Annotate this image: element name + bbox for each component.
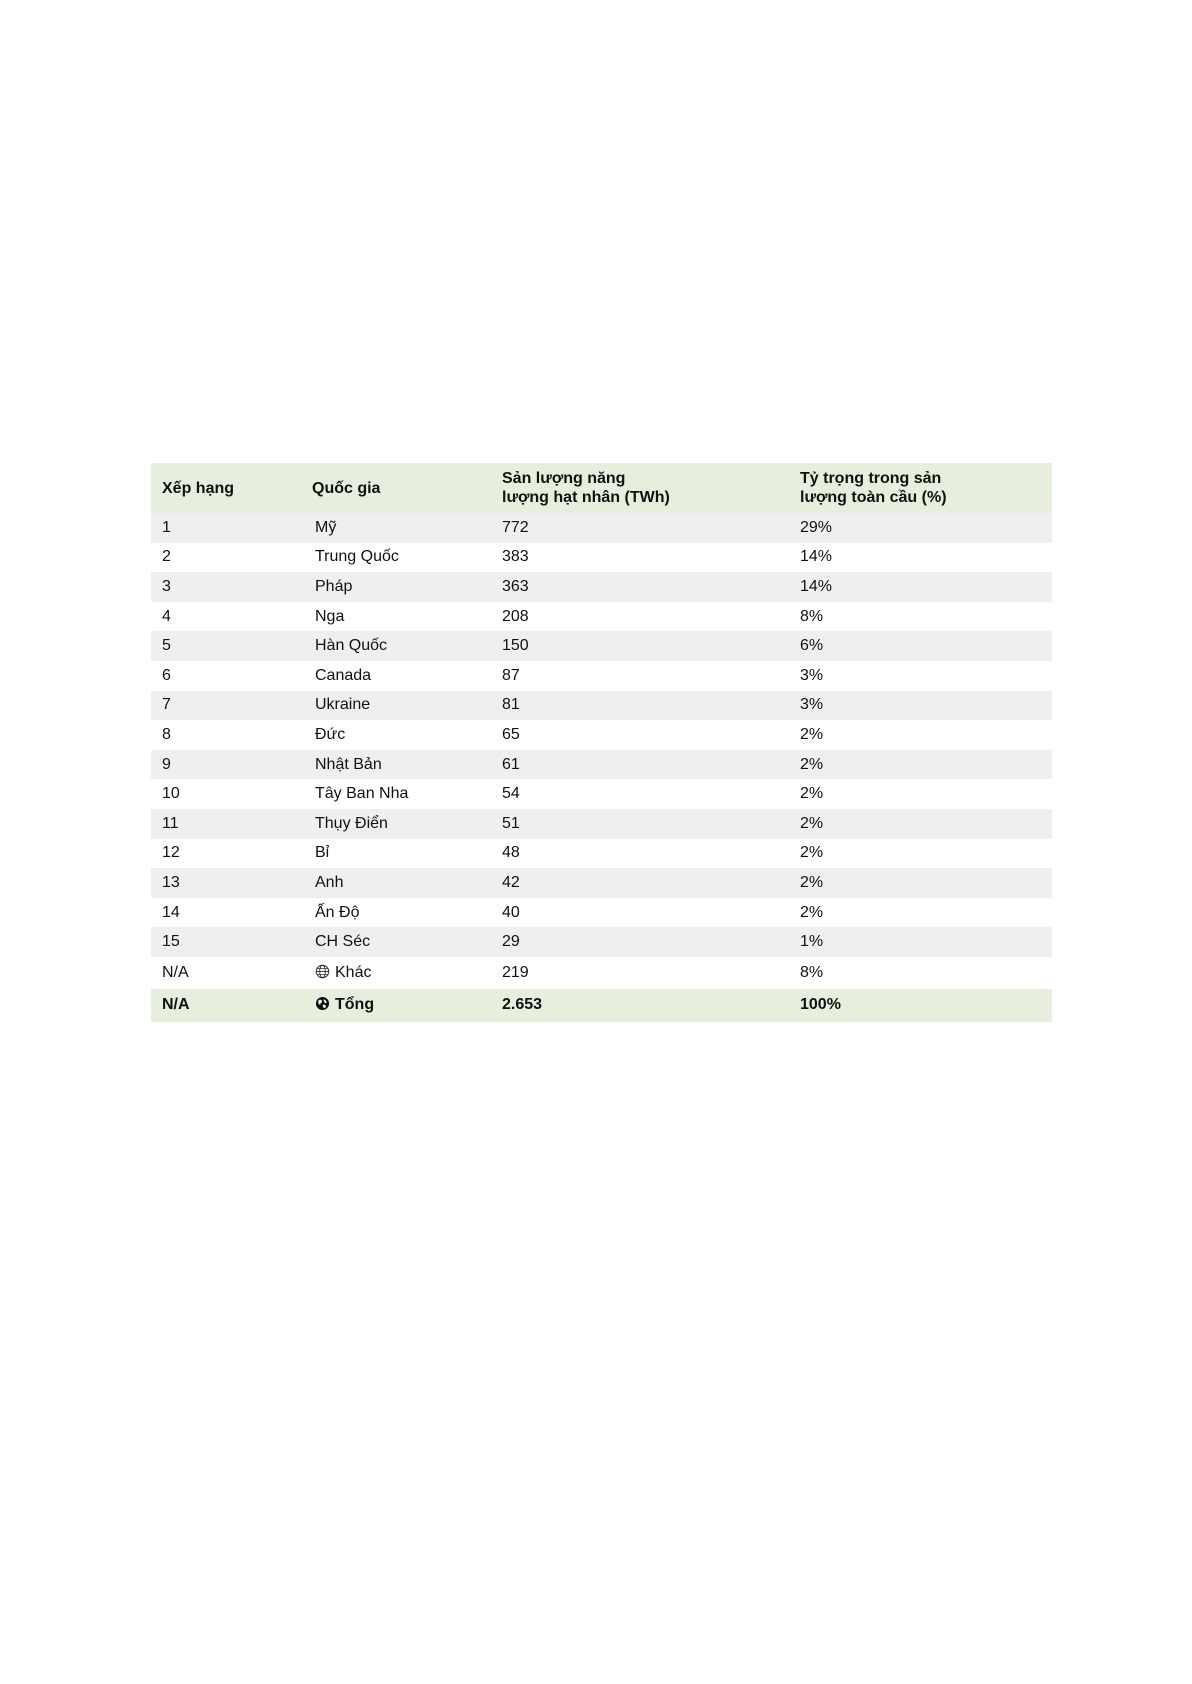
cell-country: Trung Quốc xyxy=(315,548,399,566)
header-output-line1: Sản lượng năng xyxy=(502,470,626,487)
table-row xyxy=(151,543,1052,573)
table-row xyxy=(151,898,1052,928)
cell-share: 14% xyxy=(800,577,833,595)
cell-rank: 6 xyxy=(162,666,171,684)
cell-output: 48 xyxy=(502,844,520,862)
table-row xyxy=(151,750,1052,780)
cell-rank: 8 xyxy=(162,725,171,743)
table-body xyxy=(151,513,1052,1022)
table-row xyxy=(151,631,1052,661)
table-row xyxy=(151,661,1052,691)
cell-country: Mỹ xyxy=(315,518,337,536)
cell-rank: 1 xyxy=(162,518,171,536)
cell-output: 81 xyxy=(502,696,520,714)
cell-output: 208 xyxy=(502,607,529,625)
cell-rank: 10 xyxy=(162,785,180,803)
header-rank: Xếp hạng xyxy=(162,479,235,497)
cell-rank: 9 xyxy=(162,755,171,773)
table-row-other xyxy=(151,957,1052,989)
cell-rank: 3 xyxy=(162,577,171,595)
cell-country: Đức xyxy=(315,725,346,743)
table-header xyxy=(151,463,1052,513)
cell-share: 6% xyxy=(800,637,824,655)
table-row-total xyxy=(151,989,1052,1022)
cell-share: 8% xyxy=(800,607,824,625)
cell-output: 51 xyxy=(502,814,520,832)
table-row xyxy=(151,868,1052,898)
cell-share: 2% xyxy=(800,903,824,921)
header-share-line2: lượng toàn cầu (%) xyxy=(800,489,947,506)
cell-rank: N/A xyxy=(162,996,190,1014)
cell-rank: 15 xyxy=(162,933,180,951)
cell-country: Bỉ xyxy=(315,844,330,862)
table-row xyxy=(151,572,1052,602)
cell-output: 87 xyxy=(502,666,520,684)
nuclear-output-table-container xyxy=(151,463,1052,1022)
cell-country: Ukraine xyxy=(315,696,371,714)
header-output xyxy=(491,463,789,513)
cell-share: 1% xyxy=(800,933,824,951)
cell-country xyxy=(301,989,491,1022)
table-row xyxy=(151,927,1052,957)
cell-output: 54 xyxy=(502,785,520,803)
cell-output: 40 xyxy=(502,903,520,921)
header-share-line1: Tỷ trọng trong sản xyxy=(800,470,942,487)
cell-output: 42 xyxy=(502,873,520,891)
cell-country: Nga xyxy=(315,607,345,625)
cell-rank: N/A xyxy=(162,963,189,981)
cell-country: CH Séc xyxy=(315,933,371,951)
cell-rank: 14 xyxy=(162,903,180,921)
cell-output: 219 xyxy=(502,963,529,981)
cell-rank: 5 xyxy=(162,637,171,655)
cell-rank: 4 xyxy=(162,607,171,625)
cell-country-name: Tổng xyxy=(335,996,375,1014)
cell-output: 363 xyxy=(502,577,529,595)
globe-icon xyxy=(315,964,330,979)
table-row xyxy=(151,809,1052,839)
header-country: Quốc gia xyxy=(312,479,381,497)
cell-share: 2% xyxy=(800,814,824,832)
cell-share: 2% xyxy=(800,785,824,803)
cell-country: Tây Ban Nha xyxy=(315,785,409,803)
cell-country: Ấn Độ xyxy=(315,903,360,921)
cell-output: 150 xyxy=(502,637,529,655)
cell-country: Hàn Quốc xyxy=(315,637,388,655)
header-output-line2: lượng hạt nhân (TWh) xyxy=(502,489,670,506)
cell-share: 100% xyxy=(800,996,841,1014)
header-row xyxy=(151,463,1052,513)
table-row xyxy=(151,839,1052,869)
cell-country: Pháp xyxy=(315,577,353,595)
cell-output: 61 xyxy=(502,755,520,773)
cell-share: 2% xyxy=(800,755,824,773)
cell-rank: 11 xyxy=(162,814,179,832)
table-row xyxy=(151,602,1052,632)
table-row xyxy=(151,691,1052,721)
cell-country xyxy=(301,957,491,989)
header-share xyxy=(789,463,1052,513)
table-row xyxy=(151,720,1052,750)
cell-share: 14% xyxy=(800,548,833,566)
cell-share: 2% xyxy=(800,725,824,743)
cell-share: 29% xyxy=(800,518,833,536)
cell-share: 3% xyxy=(800,696,824,714)
cell-country-name: Khác xyxy=(335,963,372,981)
cell-output: 65 xyxy=(502,725,520,743)
cell-output: 2.653 xyxy=(502,996,543,1014)
cell-country: Anh xyxy=(315,873,344,891)
cell-rank: 7 xyxy=(162,696,171,714)
nuclear-output-table xyxy=(151,463,1052,1022)
world-map-icon xyxy=(315,996,330,1011)
cell-output: 29 xyxy=(502,933,520,951)
cell-rank: 12 xyxy=(162,844,180,862)
cell-country: Thụy Điển xyxy=(315,814,388,832)
cell-output: 383 xyxy=(502,548,529,566)
cell-country: Nhật Bản xyxy=(315,755,382,773)
cell-country: Canada xyxy=(315,666,372,684)
cell-rank: 2 xyxy=(162,548,171,566)
cell-share: 2% xyxy=(800,873,824,891)
table-row xyxy=(151,513,1052,543)
cell-share: 2% xyxy=(800,844,824,862)
cell-share: 3% xyxy=(800,666,824,684)
table-row xyxy=(151,779,1052,809)
cell-output: 772 xyxy=(502,518,529,536)
cell-rank: 13 xyxy=(162,873,180,891)
cell-share: 8% xyxy=(800,963,824,981)
